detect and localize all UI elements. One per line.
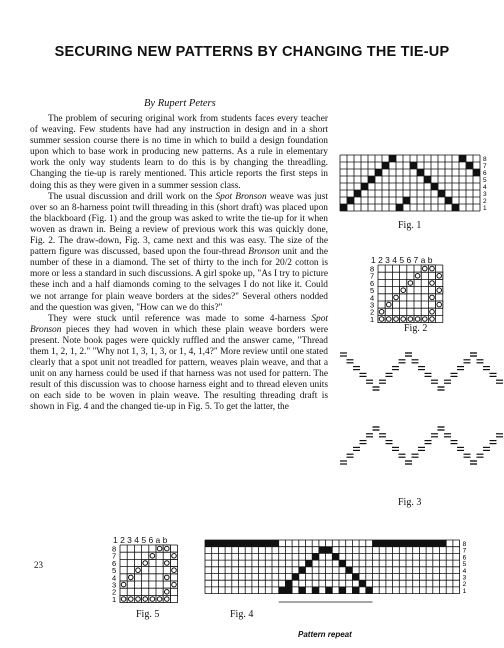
fig4-filled-cell (319, 547, 326, 554)
fig1-filled-cell (375, 169, 382, 176)
fig1-filled-cell (459, 155, 466, 162)
fig1-row-number: 7 (483, 163, 487, 170)
fig5-caption: Fig. 5 (136, 609, 160, 620)
fig4-filled-cell (359, 580, 366, 587)
fig4-filled-cell (379, 540, 386, 547)
fig5-row-number: 4 (112, 573, 117, 583)
fig1-filled-cell (347, 197, 354, 204)
fig4-filled-cell (373, 540, 380, 547)
fig4-filled-cell (212, 540, 219, 547)
fig1-filled-cell (466, 162, 473, 169)
fig1-caption: Fig. 1 (398, 220, 422, 231)
fig4-filled-cell (346, 567, 353, 574)
fig4-filled-cell (218, 540, 225, 547)
fig2-row-number: 6 (370, 278, 375, 288)
fig2-row-number: 3 (370, 300, 375, 310)
fig2-header: 1 2 3 4 5 6 7 a b (371, 255, 433, 265)
fig4-filled-cell (279, 587, 286, 594)
fig4-filled-cell (285, 587, 292, 594)
fig1-filled-cell (382, 162, 389, 169)
fig1-filled-cell (473, 169, 480, 176)
fig5-row-number: 5 (112, 566, 117, 576)
fig4-filled-cell (285, 580, 292, 587)
fig4-filled-cell (339, 587, 346, 594)
fig3-draw-down (330, 345, 504, 495)
fig1-filled-cell (410, 162, 417, 169)
fig1-filled-cell (396, 204, 403, 211)
fig5-row-number: 6 (112, 558, 117, 568)
text-run: weave was just over so an 8-harness point twill threading in this (short draft) was placed upon the blackboard (Fig. 1) and the group was asked to write the tie-up for it when woven as drawn in. Being a review of previous work this was quickly done, Fig. 2. The draw-down, Fig. 3, came next and this was easy. The size of the pattern figure was discussed, based upon the four-thread (30, 191, 328, 258)
fig1-filled-cell (417, 169, 424, 176)
fig4-filled-cell (426, 540, 433, 547)
fig1-threading-draft (340, 155, 504, 215)
fig1-filled-cell (354, 190, 361, 197)
fig4-row-number: 8 (462, 541, 467, 548)
fig1-filled-cell (361, 183, 368, 190)
fig2-row-number: 8 (370, 264, 375, 274)
fig4-row-number: 3 (462, 574, 467, 582)
fig1-filled-cell (452, 204, 459, 211)
italic-term: Spot Bronson (215, 191, 267, 202)
fig5-row-number: 2 (112, 587, 117, 597)
article-title: SECURING NEW PATTERNS BY CHANGING THE TIE-UP (54, 44, 450, 60)
fig4-filled-cell (393, 540, 400, 547)
fig4-filled-cell (440, 540, 447, 547)
text-run: pieces they had woven in which these plain weave borders were present. Note book pages were quickly ruffled and the answer came, "Thread them 1, 2, 1, 2." "Why not 1, 3, 1, 3, or 1, 4, 1,4?" More review until one stated clearly that a spot unit not treadled for pattern, weaves plain weave, and that a unit on any harness could be used if that harness was not used for pattern. The result of this discussion was to choose harness eight and to thread eleven units on each side to be woven in plain weave. The resulting threading draft is shown in Fig. 4 and the changed tie-up in Fig. 5. To get the latter, the (30, 324, 328, 413)
fig4-filled-cell (306, 560, 313, 567)
fig1-filled-cell (438, 190, 445, 197)
fig4-filled-cell (292, 574, 299, 581)
fig2-row-number: 4 (370, 293, 375, 303)
fig5-header: 1 2 3 4 5 6 a b (113, 535, 168, 545)
fig4-filled-cell (239, 540, 246, 547)
fig4-row-number: 6 (462, 554, 467, 562)
fig4-row-number: 5 (462, 561, 467, 569)
text-run: unit and the number of these in a diamond. The set of thirty to the inch for 20/2 cotton is more or less a standard in such discussions. A girl spoke up, "As I try to picture these inch and a half diamonds coming to the selvages I do not like it. Could we not arrange for plain weave borders at the sides?" Several others nodded and the question was given, "How can we do this?" (30, 247, 329, 313)
article-body (30, 114, 328, 414)
fig1-filled-cell (431, 183, 438, 190)
fig4-filled-cell (312, 553, 319, 560)
fig2-row-number: 7 (370, 271, 375, 281)
text-run: They were stuck until reference was made to some 4-harness (48, 313, 312, 324)
body-paragraph (30, 114, 328, 192)
fig1-row-number: 8 (483, 156, 487, 163)
fig4-filled-cell (225, 540, 232, 547)
fig4-filled-cell (259, 540, 266, 547)
byline (144, 98, 216, 109)
fig2-caption: Fig. 2 (404, 323, 428, 334)
fig1-row-number: 4 (483, 184, 487, 191)
fig4-filled-cell (352, 574, 359, 581)
fig4-filled-cell (312, 587, 319, 594)
fig1-filled-cell (368, 176, 375, 183)
fig4-filled-cell (406, 540, 413, 547)
fig4-filled-cell (419, 540, 426, 547)
fig4-filled-cell (326, 547, 333, 554)
fig1-row-number: 3 (483, 191, 487, 198)
fig4-filled-cell (265, 540, 272, 547)
fig2-row-number: 5 (370, 286, 375, 296)
fig1-filled-cell (445, 197, 452, 204)
fig4-caption: Fig. 4 (230, 609, 254, 620)
fig4-filled-cell (232, 540, 239, 547)
fig4-filled-cell (366, 587, 373, 594)
fig4-filled-cell (252, 540, 259, 547)
fig4-filled-cell (339, 560, 346, 567)
italic-term: Spot Bronson (30, 313, 328, 335)
fig2-row-number: 1 (370, 314, 375, 324)
fig4-filled-cell (299, 567, 306, 574)
fig4-row-number: 4 (462, 567, 467, 575)
fig1-filled-cell (389, 155, 396, 162)
body-paragraph (30, 192, 328, 314)
fig4-filled-cell (272, 540, 279, 547)
fig1-filled-cell (424, 176, 431, 183)
fig5-row-number: 8 (112, 544, 117, 554)
text-run: The usual discussion and drill work on the (48, 191, 216, 202)
italic-term: Bronson (248, 247, 280, 258)
fig1-row-number: 5 (483, 177, 487, 184)
fig4-row-number: 1 (462, 587, 467, 595)
fig4-filled-cell (245, 540, 252, 547)
fig1-row-number: 2 (483, 198, 487, 205)
fig4-threading-draft (205, 540, 475, 610)
byline-prefix: By (144, 98, 158, 109)
fig4-filled-cell (413, 540, 420, 547)
fig4-row-number: 7 (462, 547, 467, 555)
fig3-caption: Fig. 3 (398, 497, 422, 508)
fig1-filled-cell (340, 204, 347, 211)
fig1-row-number: 1 (483, 205, 487, 212)
fig1-row-number: 6 (483, 170, 487, 177)
page-number: 23 (34, 560, 43, 570)
fig4-filled-cell (332, 553, 339, 560)
text-run: The problem of securing original work from students faces every teacher of weaving. Few students have had any instruction in design and in a short summer session course there is no time in which to build a design foundation upon which to base work in producing new patterns. As a rule in elementary work the only way students learn to do this is by changing the threadling. Changing the tie-up is rarely mentioned. This article reports the first steps in doing this as they were given in a summer session class. (30, 114, 328, 191)
fig4-filled-cell (352, 587, 359, 594)
fig5-tie-up (112, 545, 202, 605)
fig2-row-number: 2 (370, 307, 375, 317)
fig4-filled-cell (326, 587, 333, 594)
fig5-row-number: 3 (112, 580, 117, 590)
fig4-filled-cell (386, 540, 393, 547)
fig5-row-number: 7 (112, 551, 117, 561)
fig4-filled-cell (205, 540, 212, 547)
body-paragraph (30, 314, 328, 414)
fig4-filled-cell (399, 540, 406, 547)
fig4-filled-cell (299, 587, 306, 594)
author-name: Rupert Peters (157, 98, 216, 109)
fig2-tie-up (370, 265, 470, 325)
fig4-filled-cell (433, 540, 440, 547)
fig5-row-number: 1 (112, 594, 117, 604)
fig1-filled-cell (403, 197, 410, 204)
pattern-repeat-label: Pattern repeat (298, 630, 352, 639)
fig4-row-number: 2 (462, 581, 467, 589)
